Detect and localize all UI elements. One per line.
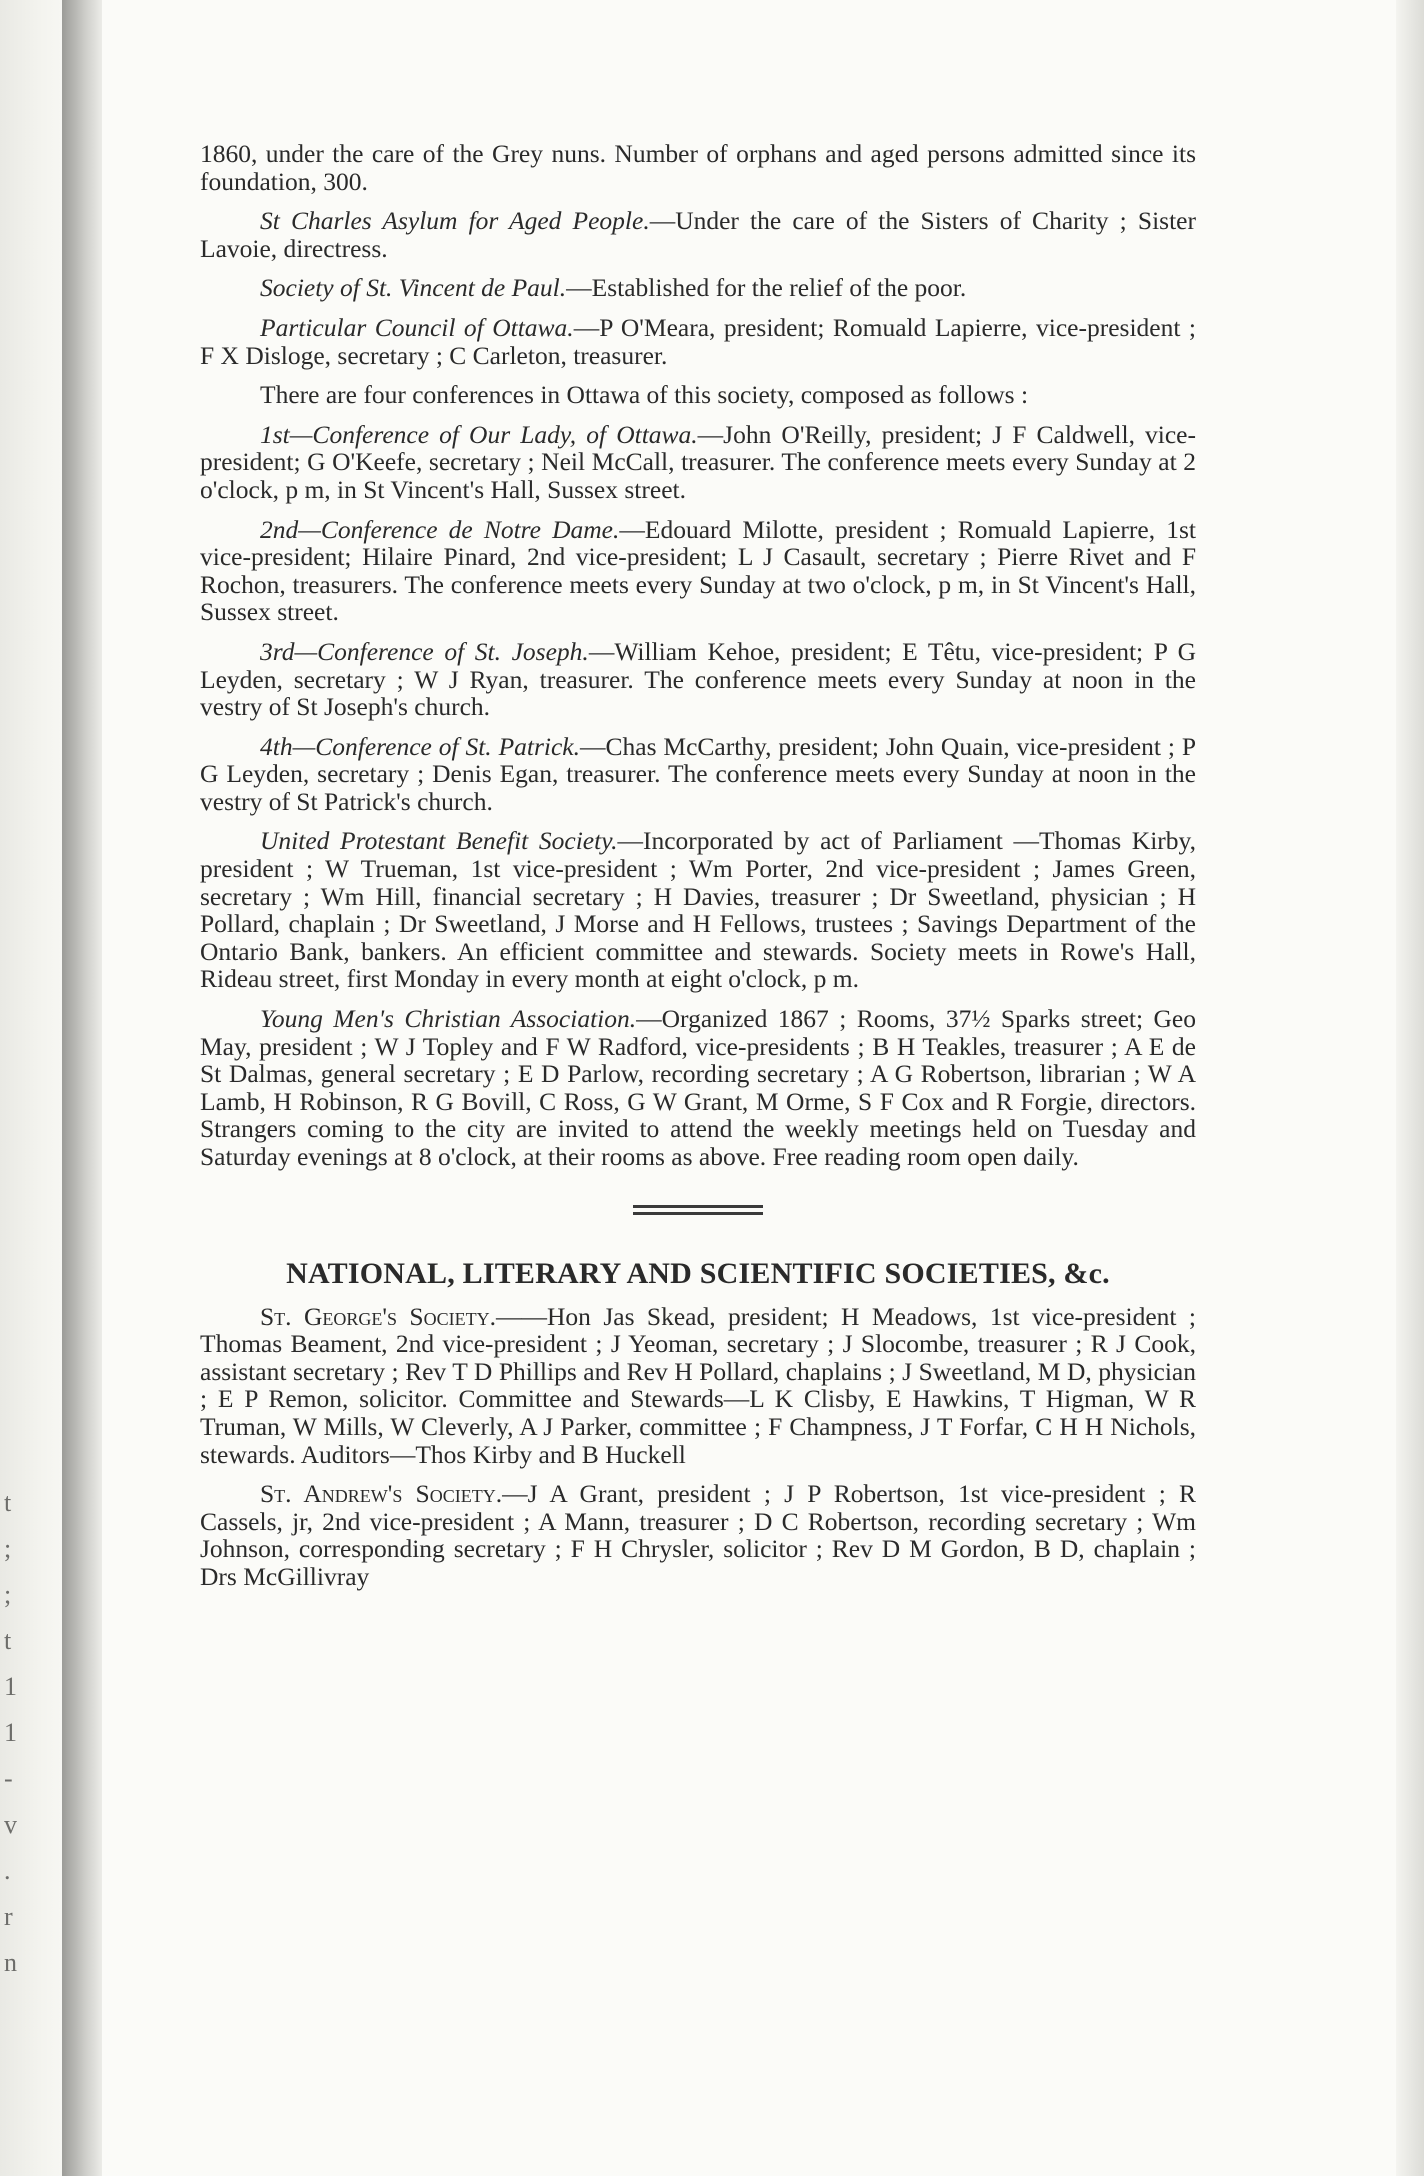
margin-fragment: t — [4, 1626, 12, 1655]
margin-fragment: - — [4, 1764, 13, 1793]
paragraph-particular-council — [200, 314, 1196, 369]
paragraph-lead: United Protestant Benefit Society. — [260, 826, 618, 856]
margin-fragment: t — [4, 1488, 12, 1517]
paragraph-body: —P O'Meara, president; Romuald Lapierre, vice-president ; F X Disloge, secretary ; C Carleton, treasurer. — [200, 312, 1196, 370]
paragraph-st-andrews-society — [200, 1480, 1196, 1590]
paragraph-body: —Established for the relief of the poor. — [566, 273, 967, 303]
paragraph-lead: Society of St. Vincent de Paul. — [260, 273, 567, 303]
paragraph-body: —Organized 1867 ; Rooms, 37½ Sparks street; Geo May, president ; W J Topley and F W Radford, vice-presidents ; B H Teakles, treasurer ; A E de St Dalmas, general secretary ; E D Parlow, recording secretary ; A G Robertson, librarian ; W A Lamb, H Robinson, R G Bovill, C Ross, G W Grant, M Orme, S F Cox and R Forgie, directors. Strangers coming to the city are invited to attend the weekly meetings held on Tuesday and Saturday evenings at 8 o'clock, at their rooms as above. Free reading room open daily. — [200, 1004, 1196, 1171]
paragraph-body: —William Kehoe, president; E Têtu, vice-president; P G Leyden, secretary ; W J Ryan, treasurer. The conference meets every Sunday at noon in the vestry of St Joseph's church. — [200, 636, 1196, 722]
paragraph-lead: 3rd—Conference of St. Joseph. — [260, 636, 589, 666]
paragraph-lead: St Charles Asylum for Aged People. — [260, 206, 650, 236]
margin-fragment: . — [4, 1856, 11, 1885]
margin-fragment: v — [4, 1810, 17, 1839]
paragraph-conference-our-lady — [200, 421, 1196, 504]
paragraph-st-georges-society — [200, 1303, 1196, 1469]
margin-fragment: n — [4, 1948, 17, 1977]
paragraph-lead: St. George's Society. — [260, 1301, 496, 1331]
paragraph-lead: St. Andrew's Society. — [260, 1479, 503, 1509]
paragraph-body: —Under the care of the Sisters of Charity ; Sister Lavoie, directress. — [200, 206, 1196, 263]
divider-line — [633, 1205, 763, 1208]
book-spine-shadow — [62, 0, 102, 2176]
left-margin-fragments — [4, 1480, 22, 1986]
section-divider — [633, 1205, 763, 1215]
paragraph-body: —Chas McCarthy, president; John Quain, vice-president ; P G Leyden, secretary ; Denis Egan, treasurer. The conference meets every Sunday at noon in the vestry of St Patrick's church. — [200, 731, 1196, 816]
divider-line — [633, 1212, 763, 1215]
margin-fragment: 1 — [4, 1672, 17, 1701]
paragraph-body: 1860, under the care of the Grey nuns. Number of orphans and aged persons admitted since its foundation, 300. — [200, 139, 1196, 196]
paragraph-lead: Young Men's Christian Association. — [260, 1004, 637, 1034]
paragraph-ymca — [200, 1005, 1196, 1171]
page-text — [200, 140, 1196, 1603]
paragraph-lead: Particular Council of Ottawa. — [260, 312, 574, 342]
paragraph-conference-notre-dame — [200, 516, 1196, 626]
paragraph-lead: 1st—Conference of Our Lady, of Ottawa. — [260, 419, 698, 449]
paragraph-body: There are four conferences in Ottawa of this society, composed as follows : — [260, 380, 1029, 410]
paragraph-st-charles-asylum — [200, 207, 1196, 262]
paragraph-st-vincent-de-paul — [200, 274, 1196, 302]
section-heading: NATIONAL, LITERARY AND SCIENTIFIC SOCIETIES, &c. — [286, 1256, 1110, 1290]
margin-fragment: ; — [4, 1580, 12, 1609]
right-page-edge — [1396, 0, 1424, 2176]
margin-fragment: 1 — [4, 1718, 17, 1747]
paragraph-grey-nuns — [200, 140, 1196, 195]
paragraph-body: —Incorporated by act of Parliament —Thomas Kirby, president ; W Trueman, 1st vice-president ; Wm Porter, 2nd vice-president ; James Green, secretary ; Wm Hill, financial secretary ; H Davies, treasurer ; Dr Sweetland, physician ; H Pollard, chaplain ; Dr Sweetland, J Morse and H Fellows, trustees ; Savings Department of the Ontario Bank, bankers. An efficient committee and stewards. Society meets in Rowe's Hall, Rideau street, first Monday in every month at eight o'clock, p m. — [200, 826, 1197, 994]
paragraph-conference-st-patrick — [200, 733, 1196, 816]
paragraph-body: —Edouard Milotte, president ; Romuald Lapierre, 1st vice-president; Hilaire Pinard, 2nd vice-president; L J Casault, secretary ; Pierre Rivet and F Rochon, treasurers. The conference meets every Sunday at two o'clock, p m, in St Vincent's Hall, Sussex street. — [200, 514, 1196, 627]
paragraph-body: ——Hon Jas Skead, president; H Meadows, 1st vice-president ; Thomas Beament, 2nd vice-president ; J Yeoman, secretary ; J Slocombe, treasurer ; R J Cook, assistant secretary ; Rev T D Phillips and Rev H Pollard, chaplains ; J Sweetland, M D, physician ; E P Remon, solicitor. Committee and Stewards—L K Clisby, E Hawkins, T Higman, W R Truman, W Mills, W Cleverly, A J Parker, committee ; F Champness, J T Forfar, C H H Nichols, stewards. Auditors—Thos Kirby and B Huckell — [200, 1301, 1196, 1469]
paragraph-united-protestant — [200, 827, 1196, 993]
paragraph-lead: 2nd—Conference de Notre Dame. — [260, 514, 620, 544]
margin-fragment: ; — [4, 1534, 12, 1563]
paragraph-body: —J A Grant, president ; J P Robertson, 1st vice-president ; R Cassels, jr, 2nd vice-president ; A Mann, treasurer ; D C Robertson, recording secretary ; Wm Johnson, corresponding secretary ; F H Chrysler, solicitor ; Rev D M Gordon, B D, chaplain ; Drs McGillivray — [200, 1479, 1196, 1591]
paragraph-body: —John O'Reilly, president; J F Caldwell, vice-president; G O'Keefe, secretary ; Neil McCall, treasurer. The conference meets every Sunday at 2 o'clock, p m, in St Vincent's Hall, Sussex street. — [200, 419, 1196, 504]
paragraph-lead: 4th—Conference of St. Patrick. — [260, 731, 581, 761]
paragraph-conference-st-joseph — [200, 638, 1196, 721]
paragraph-four-conferences — [200, 381, 1196, 409]
margin-fragment: r — [4, 1902, 13, 1931]
